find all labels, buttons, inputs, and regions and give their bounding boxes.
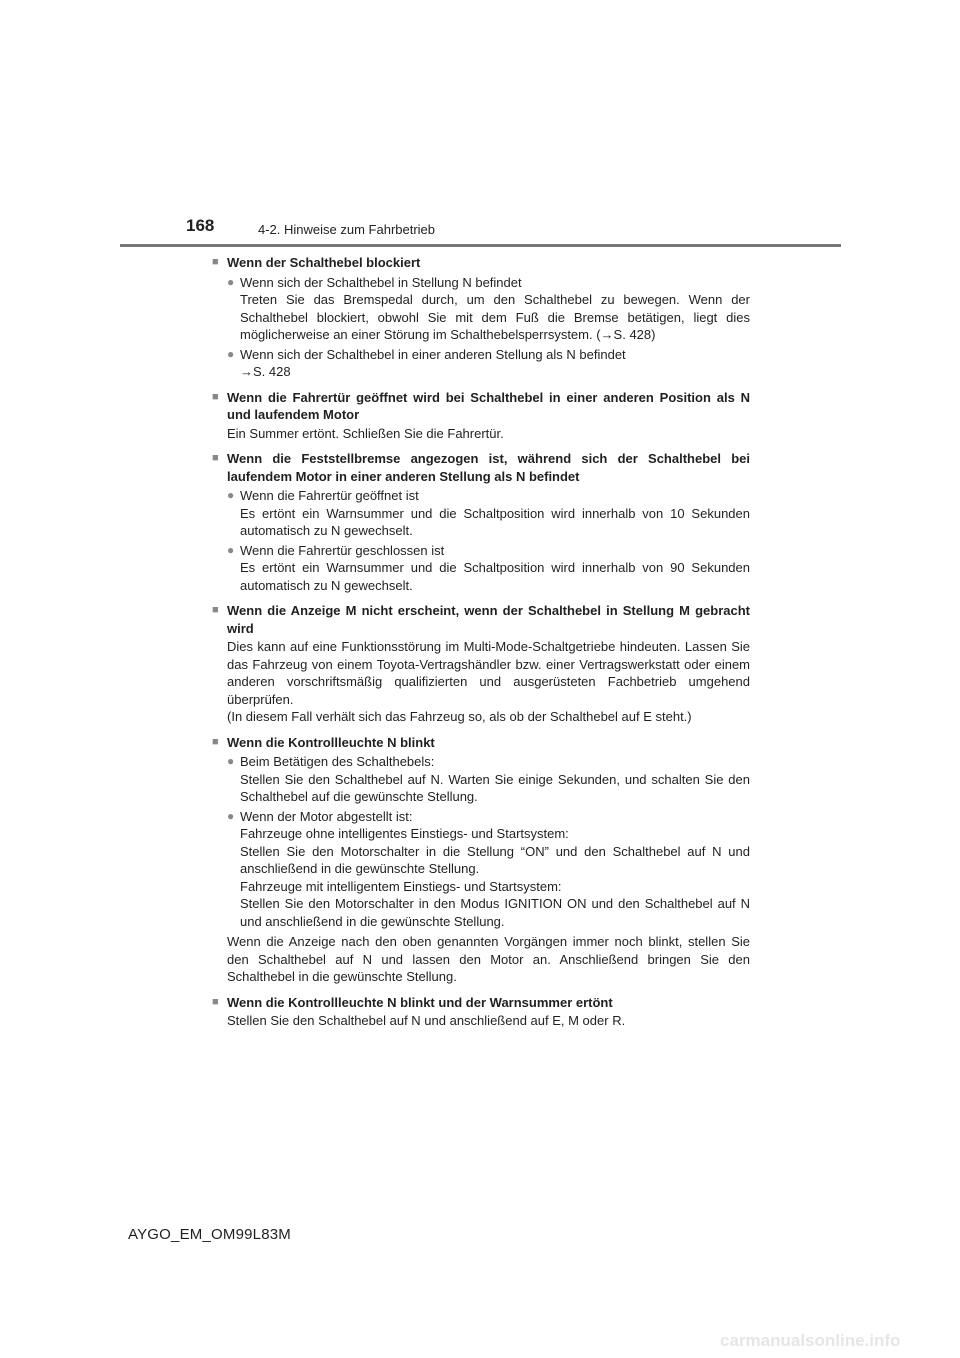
section-square-icon: ■: [212, 390, 219, 403]
section-title: Wenn die Feststellbremse angezogen ist, während sich der Schalthebel bei laufendem Motor in einer anderen Stellung als N befindet: [227, 451, 750, 484]
bullet-dot-icon: ●: [227, 542, 235, 557]
section-text: Wenn die Anzeige nach den oben genannten Vorgängen immer noch blinkt, stellen Sie den Schalthebel auf N und lassen den Motor an. Anschließend bringen Sie den Schalthebel in die gewünschte Stellung.: [227, 934, 750, 984]
bullet-text: Treten Sie das Bremspedal durch, um den Schalthebel zu bewegen. Wenn der Schalthebel blockiert, obwohl Sie mit dem Fuß die Bremse betätigen, liegt dies möglicherweise an einer Störung im Schalthebelsperrsystem. (→S. 428): [240, 292, 750, 342]
bullet-title: Wenn die Fahrertür geöffnet ist: [240, 488, 419, 503]
section-fahrertuer-geoeffnet: [212, 389, 750, 443]
bullet-text: Stellen Sie den Schalthebel auf N. Warten Sie einige Sekunden, und schalten Sie den Schalthebel auf die gewünschte Stellung.: [240, 771, 750, 804]
page-content: [212, 254, 750, 1030]
list-item: [227, 274, 750, 344]
document-code: AYGO_EM_OM99L83M: [128, 1226, 291, 1243]
section-square-icon: ■: [212, 735, 219, 748]
bullet-title: Wenn sich der Schalthebel in Stellung N befindet: [240, 274, 522, 290]
bullet-text: →S. 428: [240, 364, 291, 379]
section-feststellbremse: [212, 450, 750, 594]
bullet-title: Beim Betätigen des Schalthebels:: [240, 754, 435, 769]
section-square-icon: ■: [212, 256, 219, 268]
bullet-text: Es ertönt ein Warnsummer und die Schaltposition wird innerhalb von 10 Sekunden automatisch zu N gewechselt.: [240, 505, 750, 538]
page-number: 168: [186, 216, 215, 235]
list-item: [227, 753, 750, 806]
list-item: [227, 808, 750, 931]
section-title: Wenn der Schalthebel blockiert: [227, 255, 421, 270]
list-item: [227, 542, 750, 595]
chapter-title: 4-2. Hinweise zum Fahrbetrieb: [258, 222, 436, 237]
section-square-icon: ■: [212, 452, 219, 464]
section-title: Wenn die Anzeige M nicht erscheint, wenn der Schalthebel in Stellung M gebracht wird: [227, 603, 750, 636]
section-anzeige-m: [212, 602, 750, 726]
list-item: [227, 487, 750, 540]
bullet-text: Fahrzeuge ohne intelligentes Einstiegs- und Startsystem: Stellen Sie den Motorschalter in die Stellung “ON” und den Schalthebel auf N und anschließend in die gewünschte Stellung. Fahrzeuge mit intelligentem Einstiegs- und Startsystem: Stellen Sie den Motorschalter in den Modus IGNITION ON und den Schalthebel auf N und anschließend in die gewünschte Stellung.: [240, 826, 750, 929]
bullet-dot-icon: ●: [227, 346, 235, 361]
section-schalthebel-blockiert: [212, 254, 750, 381]
list-item: [227, 346, 750, 381]
bullet-dot-icon: ●: [227, 808, 235, 823]
section-text: Stellen Sie den Schalthebel auf N und anschließend auf E, M oder R.: [227, 1013, 626, 1028]
section-square-icon: ■: [212, 604, 219, 616]
section-text: Ein Summer ertönt. Schließen Sie die Fahrertür.: [227, 425, 504, 441]
bullet-dot-icon: ●: [227, 488, 235, 502]
section-square-icon: ■: [212, 995, 219, 1008]
bullet-title: Wenn der Motor abgestellt ist:: [240, 808, 413, 824]
header-divider: [120, 244, 841, 247]
section-title: Wenn die Kontrollleuchte N blinkt: [227, 734, 435, 750]
section-title: Wenn die Kontrollleuchte N blinkt und der Warnsummer ertönt: [227, 994, 613, 1010]
bullet-text: Es ertönt ein Warnsummer und die Schaltposition wird innerhalb von 90 Sekunden automatisch zu N gewechselt.: [240, 560, 750, 593]
bullet-dot-icon: ●: [227, 274, 235, 289]
section-kontrollleuchte-warnsummer: [212, 994, 750, 1030]
section-text: Dies kann auf eine Funktionsstörung im Multi-Mode-Schaltgetriebe hindeuten. Lassen Sie das Fahrzeug von einem Toyota-Vertragshändler bzw. einer Vertragswerkstatt oder einem anderen vorschriftsmäßig qualifizierten und ausgerüsteten Fachbetrieb umgehend überprüfen. (In diesem Fall verhält sich das Fahrzeug so, als ob der Schalthebel auf E steht.): [227, 639, 750, 724]
bullet-title: Wenn die Fahrertür geschlossen ist: [240, 542, 445, 558]
bullet-title: Wenn sich der Schalthebel in einer anderen Stellung als N befindet: [240, 346, 626, 362]
section-title: Wenn die Fahrertür geöffnet wird bei Schalthebel in einer anderen Position als N und laufendem Motor: [227, 389, 750, 422]
bullet-dot-icon: ●: [227, 754, 235, 768]
watermark: carmanualsonline.info: [720, 1331, 901, 1350]
section-kontrollleuchte-n: [212, 734, 750, 986]
